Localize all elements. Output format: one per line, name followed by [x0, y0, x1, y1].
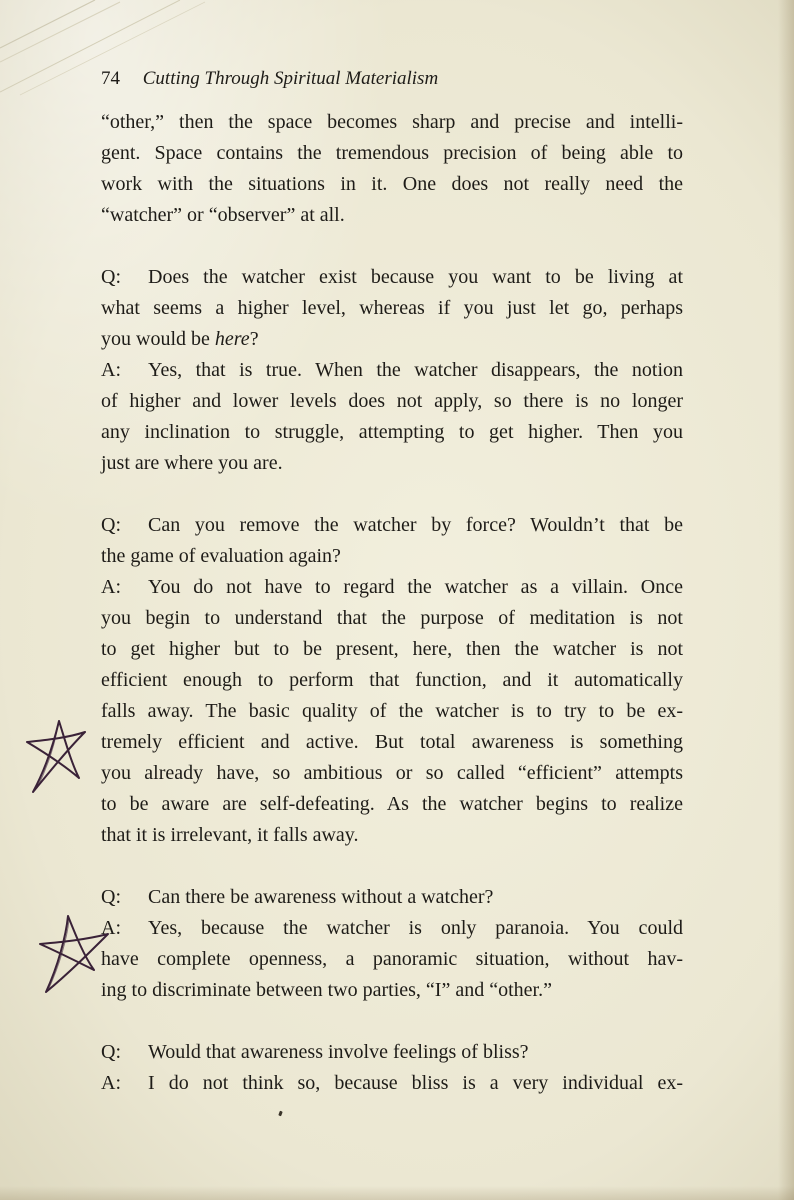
text-line: [101, 634, 683, 665]
text-line: [101, 448, 683, 479]
text-line: [101, 975, 683, 1006]
line-text: Does the watcher exist because you want to be living at: [148, 266, 683, 288]
text-line: [101, 758, 683, 789]
line-text: you already have, so ambitious or so called “efficient” attempts: [101, 762, 683, 784]
line-text: You do not have to regard the watcher as a villain. Once: [148, 576, 683, 598]
speaker-label: A:: [101, 1072, 121, 1094]
text-line: [101, 1037, 683, 1068]
hand-drawn-star-icon: [38, 912, 110, 996]
text-line: [101, 355, 683, 386]
line-tail: ?: [249, 328, 259, 350]
line-text: to be aware are self-defeating. As the watcher begins to realize: [101, 793, 683, 815]
text-line: [101, 882, 683, 913]
line-text: I do not think so, because bliss is a very individual ex-: [148, 1072, 683, 1094]
text-line: [101, 603, 683, 634]
paragraph-gap: [101, 231, 683, 262]
text-line: [101, 293, 683, 324]
line-text: tremely efficient and active. But total awareness is something: [101, 731, 683, 753]
line-text: “other,” then the space becomes sharp and precise and intelli-: [101, 111, 683, 133]
running-title: Cutting Through Spiritual Materialism: [142, 68, 439, 89]
body-text: [101, 107, 683, 1099]
line-text: have complete openness, a panoramic situation, without hav-: [101, 948, 683, 970]
text-line: [101, 913, 683, 944]
text-line: [101, 324, 683, 355]
line-text: that it is irrelevant, it falls away.: [101, 824, 359, 846]
line-text: “watcher” or “observer” at all.: [101, 204, 345, 226]
text-line: [101, 262, 683, 293]
line-text: Would that awareness involve feelings of bliss?: [148, 1041, 529, 1063]
page-bottom-shadow: [0, 1186, 794, 1200]
page-number: 74: [101, 68, 120, 89]
page-edge-shadow: [778, 0, 794, 1200]
text-line: [101, 200, 683, 231]
line-text: efficient enough to perform that function, and it automatically: [101, 669, 683, 691]
text-line: [101, 727, 683, 758]
speaker-label: Q:: [101, 514, 121, 536]
speaker-label: Q:: [101, 266, 121, 288]
line-text: gent. Space contains the tremendous precision of being able to: [101, 142, 683, 164]
text-line: [101, 510, 683, 541]
line-text: just are where you are.: [101, 452, 283, 474]
line-text: Yes, because the watcher is only paranoia. You could: [148, 917, 683, 939]
speaker-label: A:: [101, 359, 121, 381]
line-text: to get higher but to be present, here, then the watcher is not: [101, 638, 683, 660]
line-text: any inclination to struggle, attempting to get higher. Then you: [101, 421, 683, 443]
text-line: [101, 386, 683, 417]
text-line: [101, 1068, 683, 1099]
line-text: Can you remove the watcher by force? Wouldn’t that be: [148, 514, 683, 536]
line-text: Can there be awareness without a watcher?: [148, 886, 494, 908]
line-text: ing to discriminate between two parties, “I” and “other.”: [101, 979, 552, 1001]
text-line: [101, 169, 683, 200]
line-text: of higher and lower levels does not apply, so there is no longer: [101, 390, 683, 412]
text-line: [101, 417, 683, 448]
text-line: [101, 789, 683, 820]
line-text: falls away. The basic quality of the watcher is to try to be ex-: [101, 700, 683, 722]
speaker-label: A:: [101, 917, 121, 939]
text-line: [101, 944, 683, 975]
text-line: [101, 138, 683, 169]
speaker-label: Q:: [101, 1041, 121, 1063]
line-text: what seems a higher level, whereas if you just let go, perhaps: [101, 297, 683, 319]
hand-drawn-star-icon: [25, 718, 87, 796]
text-line: [101, 572, 683, 603]
paragraph-gap: [101, 1006, 683, 1037]
line-text: you would be: [101, 328, 215, 350]
line-text: work with the situations in it. One does not really need the: [101, 173, 683, 195]
text-line: [101, 541, 683, 572]
text-line: [101, 820, 683, 851]
line-text: Yes, that is true. When the watcher disappears, the notion: [148, 359, 683, 381]
text-line: [101, 665, 683, 696]
text-line: [101, 107, 683, 138]
line-text: the game of evaluation again?: [101, 545, 341, 567]
page-crease-marks: [0, 0, 260, 110]
running-header: [101, 68, 438, 90]
speaker-label: Q:: [101, 886, 121, 908]
emphasized-word: here: [214, 328, 250, 350]
speaker-label: A:: [101, 576, 121, 598]
paragraph-gap: [101, 851, 683, 882]
text-line: [101, 696, 683, 727]
ink-speck: [278, 1111, 283, 1117]
line-text: you begin to understand that the purpose of meditation is not: [101, 607, 683, 629]
paragraph-gap: [101, 479, 683, 510]
